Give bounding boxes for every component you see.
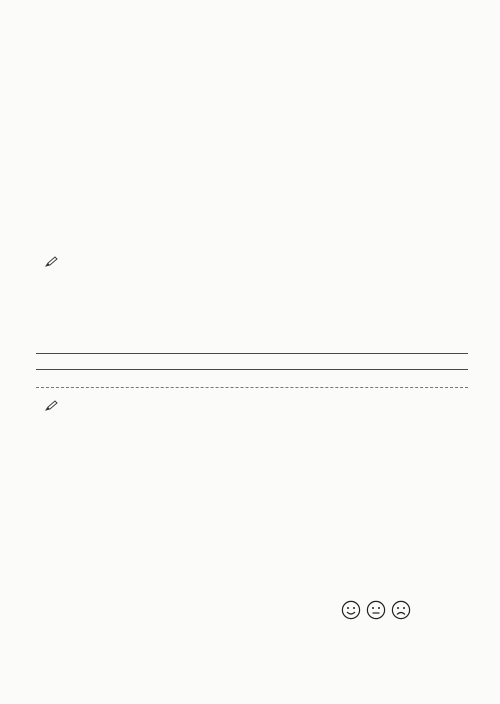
task3-text (36, 272, 468, 338)
smiley-neutral-icon[interactable] (366, 600, 386, 620)
section-divider (36, 387, 468, 388)
task4-title (36, 400, 58, 414)
result-faces (341, 600, 411, 620)
pencil-icon (45, 400, 58, 414)
answer-line-2 (36, 369, 468, 370)
pencil-icon (45, 256, 58, 270)
smiley-happy-icon[interactable] (341, 600, 361, 620)
answer-line-1 (36, 353, 468, 354)
smiley-sad-icon[interactable] (391, 600, 411, 620)
task3-title (36, 256, 58, 270)
